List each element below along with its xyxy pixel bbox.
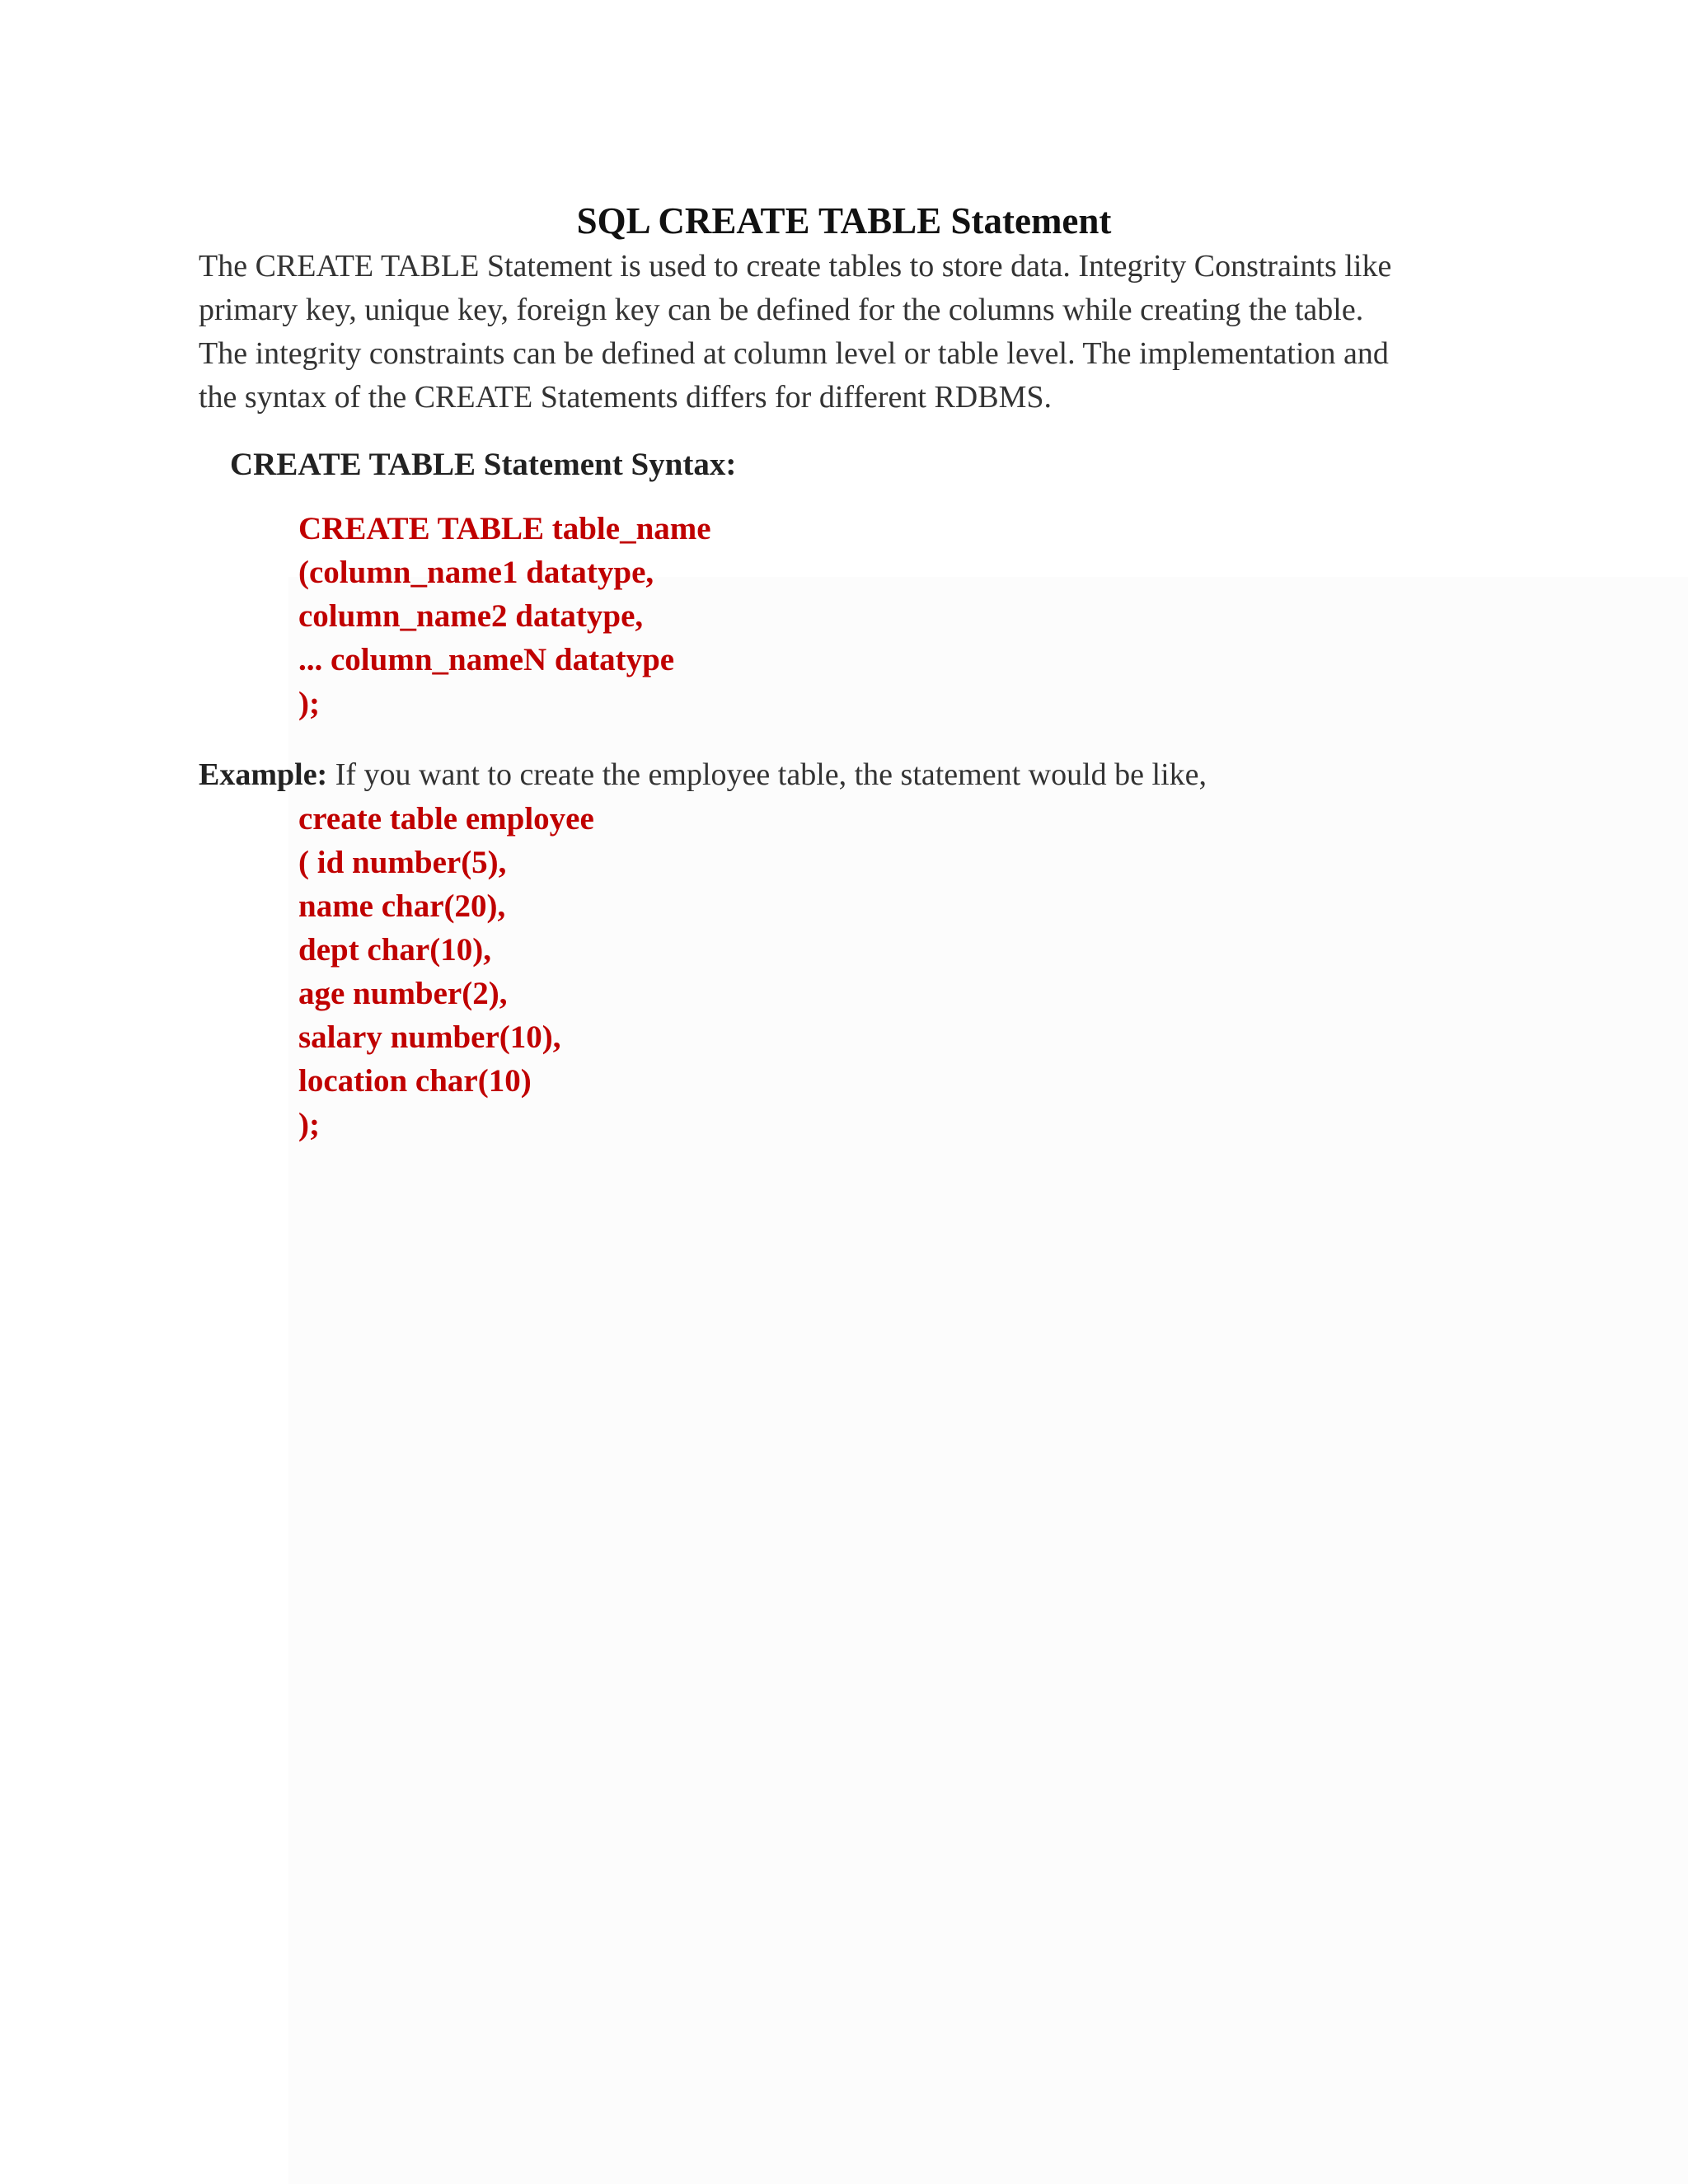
intro-line-4: the syntax of the CREATE Statements differs for different RDBMS.	[199, 380, 1052, 415]
syntax-code-line-4: ... column_nameN datatype	[298, 642, 675, 677]
example-label: Example:	[199, 757, 328, 792]
syntax-code-line-1: CREATE TABLE table_name	[298, 511, 711, 546]
example-code-line-7: location char(10)	[298, 1063, 532, 1099]
syntax-code-line-3: column_name2 datatype,	[298, 598, 644, 634]
intro-line-1: The CREATE TABLE Statement is used to create tables to store data. Integrity Constraints like	[199, 249, 1392, 284]
example-code-line-4: dept char(10),	[298, 932, 491, 968]
example-code-line-1: create table employee	[298, 801, 594, 837]
example-paragraph	[199, 754, 1207, 795]
syntax-heading: CREATE TABLE Statement Syntax:	[230, 447, 737, 482]
syntax-code-line-2: (column_name1 datatype,	[298, 555, 654, 590]
example-text: If you want to create the employee table, the statement would be like,	[327, 757, 1207, 792]
example-code-line-5: age number(2),	[298, 976, 508, 1011]
example-code-line-2: ( id number(5),	[298, 845, 507, 880]
syntax-code-line-5: );	[298, 686, 320, 721]
intro-line-2: primary key, unique key, foreign key can be defined for the columns while creating the table.	[199, 293, 1364, 327]
example-code-line-3: name char(20),	[298, 888, 506, 924]
example-code-line-8: );	[298, 1107, 320, 1142]
page-title: SQL CREATE TABLE Statement	[576, 200, 1112, 241]
example-code-line-6: salary number(10),	[298, 1019, 561, 1055]
intro-line-3: The integrity constraints can be defined at column level or table level. The implementation and	[199, 336, 1389, 371]
